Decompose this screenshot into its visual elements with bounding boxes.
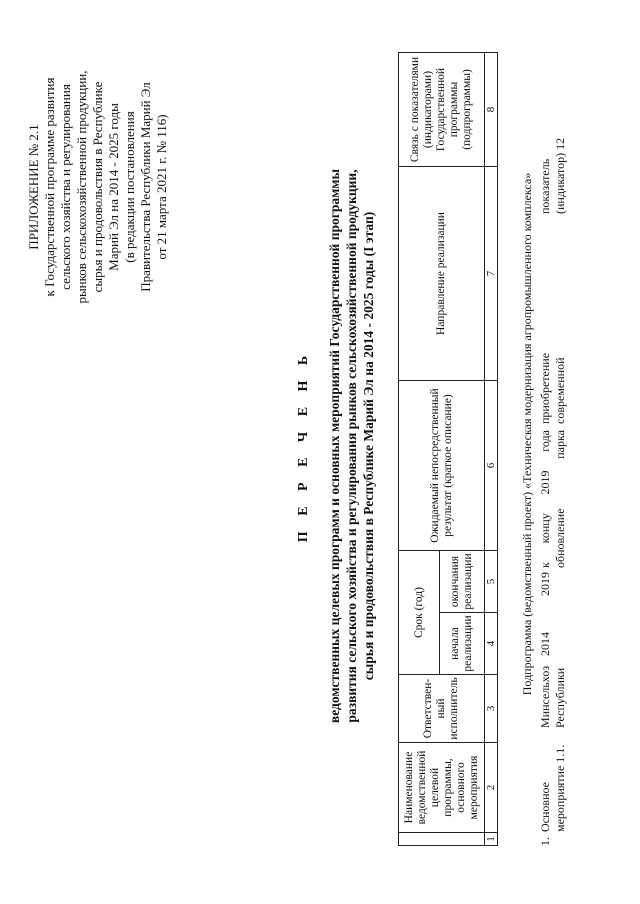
row-result-word: концу <box>538 513 552 544</box>
appendix-line: сельского хозяйства и регулирования <box>58 84 73 290</box>
row-number: 1. <box>538 837 552 846</box>
appendix-line: рынков сельскохозяйственной продукции, <box>74 70 89 304</box>
appendix-line: от 21 марта 2021 г. № 116) <box>154 114 169 260</box>
document-title: П Е Р Е Ч Е Н Ь <box>296 349 311 543</box>
row-name-line: Основное <box>538 782 552 832</box>
measures-table <box>398 52 498 846</box>
header-cell-start: начала реализации <box>440 613 485 675</box>
column-number: 3 <box>485 675 498 743</box>
row-result-word: года <box>538 430 552 452</box>
table-header-row <box>399 53 440 846</box>
row-executor-line: Минсельхоз <box>538 665 552 728</box>
row-name <box>538 744 568 832</box>
column-number: 7 <box>485 167 498 381</box>
appendix-line: Правительства Республики Марий Эл <box>138 82 153 292</box>
row-start-year: 2014 <box>538 632 552 656</box>
header-cell-executor: Ответствен-ный исполнитель <box>399 675 485 743</box>
row-result-line <box>538 430 553 568</box>
row-indicator-line: показатель <box>538 158 552 214</box>
row-direction <box>538 324 568 424</box>
subtitle-line: ведомственных целевых программ и основных мероприятий Государственной программы <box>327 168 342 724</box>
row-result-line <box>553 430 568 568</box>
row-result-word: обновление <box>553 508 567 568</box>
header-cell-name: Наименование ведомственной целевой программы, основного мероприятия <box>399 743 485 833</box>
header-cell-result: Ожидаемый непосредственный результат (краткое описание) <box>399 381 485 551</box>
header-cell-end: окончания реализации <box>440 551 485 613</box>
column-number: 2 <box>485 743 498 833</box>
column-number: 1 <box>485 833 498 846</box>
column-number: 5 <box>485 551 498 613</box>
row-result <box>538 430 568 568</box>
subtitle-line: развития сельского хозяйства и регулирования рынков сельскохозяйственной продукции, <box>344 169 359 723</box>
row-result-word: парка <box>553 430 567 459</box>
row-result-word: к <box>538 562 552 568</box>
row-name-line: мероприятие 1.1. <box>553 744 567 832</box>
appendix-header <box>26 52 170 322</box>
subprogram-label: Подпрограмма (ведомственный проект) «Техническая модернизация агропромышленного комплекса» <box>520 172 534 696</box>
row-indicator-link <box>538 104 568 214</box>
row-direction-line: современной <box>553 357 567 424</box>
column-number: 4 <box>485 613 498 675</box>
appendix-line: сырья и продовольствия в Республике <box>90 81 105 293</box>
appendix-line: (в редакции постановления <box>122 111 137 263</box>
row-result-word: 2019 <box>538 470 552 495</box>
document-heading <box>296 138 377 754</box>
row-direction-line: приобретение <box>538 352 552 424</box>
header-cell-link: Связь с показателями (индикаторами) Государственной программы (подпрограммы) <box>399 53 485 167</box>
row-executor-line: Республики <box>553 667 567 728</box>
row-indicator-line: (индикатор) 12 <box>553 137 567 214</box>
subtitle-line: сырья и продовольствия в Республике Марий Эл на 2014 - 2025 годы (I этап) <box>361 211 376 681</box>
row-end-year: 2019 <box>538 572 552 596</box>
appendix-line: к Государственной программе развития <box>42 77 57 297</box>
column-number: 6 <box>485 381 498 551</box>
table-number-row <box>485 53 498 846</box>
document-subtitle <box>326 138 377 754</box>
header-cell-direction: Направление реализации <box>399 167 485 381</box>
row-executor <box>538 658 568 728</box>
header-cell-index <box>399 833 485 846</box>
appendix-line: ПРИЛОЖЕНИЕ № 2.1 <box>26 124 41 250</box>
header-cell-term: Срок (год) <box>399 551 440 675</box>
appendix-line: Марий Эл на 2014 - 2025 годы <box>106 103 121 271</box>
column-number: 8 <box>485 53 498 167</box>
